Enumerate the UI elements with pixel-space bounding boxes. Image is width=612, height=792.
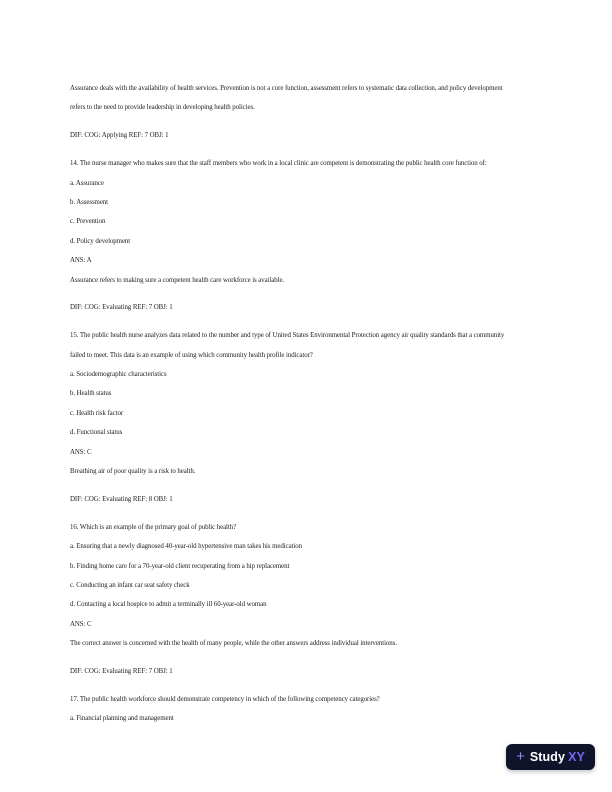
studyxy-logo	[506, 744, 595, 770]
dif-ref-line: DIF: COG: Evaluating REF: 8 OBJ: 1	[70, 495, 173, 503]
question-text: 17. The public health workforce should demonstrate competency in which of the following competency categories?	[70, 695, 380, 703]
answer-option: d. Contacting a local hospice to admit a terminally ill 60-year-old woman	[70, 601, 267, 609]
answer-option: b. Finding home care for a 70-year-old client recuperating from a hip replacement	[70, 562, 290, 570]
answer-option: a. Ensuring that a newly diagnosed 40-year-old hypertensive man takes his medication	[70, 543, 302, 551]
dif-ref-line: DIF: COG: Evaluating REF: 7 OBJ: 1	[70, 668, 173, 676]
answer-option: a. Assurance	[70, 179, 104, 187]
answer-option: b. Health status	[70, 390, 112, 398]
answer-option: d. Functional status	[70, 429, 123, 437]
question-text: 15. The public health nurse analyzes data related to the number and type of United States Environmental Protection agency air quality standards that a community	[70, 332, 505, 340]
test-bank-text-block	[70, 79, 560, 729]
rationale-line: Assurance deals with the availability of health services. Prevention is not a core function, assessment refers to systematic data collection, and policy development	[70, 85, 503, 92]
dif-ref-line: DIF: COG: Evaluating REF: 7 OBJ: 1	[70, 304, 173, 312]
plus-icon: +	[516, 747, 525, 765]
rationale-line: The correct answer is concerned with the health of many people, while the other answers address individual interventions.	[70, 640, 397, 648]
answer-line: ANS: C	[70, 448, 92, 456]
answer-option: c. Prevention	[70, 218, 106, 226]
question-text: 14. The nurse manager who makes sure that the staff members who work in a local clinic are competent is demonstrating the public health core function of:	[70, 160, 487, 168]
dif-ref-line: DIF: COG: Applying REF: 7 OBJ: 1	[70, 132, 169, 140]
answer-option: a. Sociodemographic characteristics	[70, 371, 167, 379]
rationale-line: Assurance refers to making sure a competent health care workforce is available.	[70, 276, 285, 284]
brand-name-xy: XY	[568, 750, 585, 764]
brand-name-study: Study	[529, 750, 566, 764]
answer-option: c. Conducting an infant car seat safety check	[70, 581, 190, 589]
answer-line: ANS: A	[70, 257, 92, 265]
answer-line: ANS: C	[70, 620, 92, 628]
answer-option: c. Health risk factor	[70, 409, 124, 417]
question-text: 16. Which is an example of the primary goal of public health?	[70, 523, 237, 531]
answer-option: d. Policy development	[70, 237, 131, 245]
question-text: failed to meet. This data is an example of using which community health profile indicator?	[70, 351, 313, 359]
rationale-line: Breathing air of poor quality is a risk to health.	[70, 468, 196, 476]
rationale-line: refers to the need to provide leadership in developing health policies.	[70, 104, 255, 112]
answer-option: a. Financial planning and management	[70, 715, 174, 723]
answer-option: b. Assessment	[70, 198, 109, 206]
